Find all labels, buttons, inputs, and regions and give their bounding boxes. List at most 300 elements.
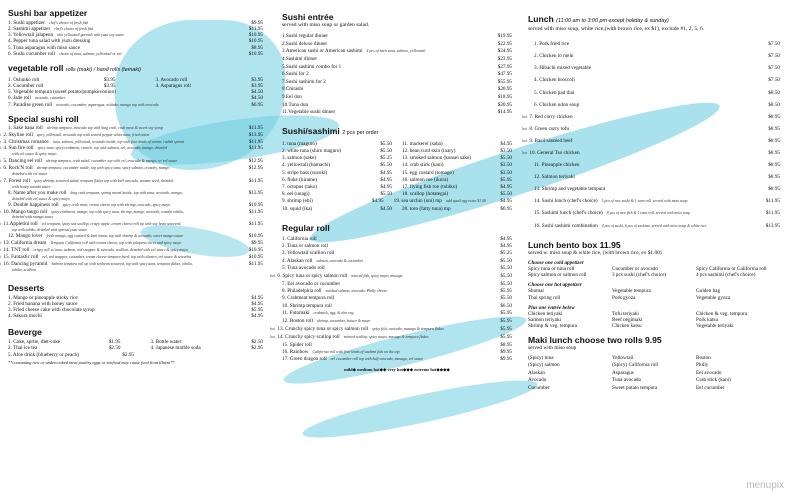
- item-price: $18.95: [497, 93, 512, 100]
- item-name: [8, 126, 237, 132]
- menu-item: [282, 102, 512, 110]
- desserts-heading: Desserts: [8, 282, 45, 293]
- item-label: 19. sea urchin (uni) mp add quail egg extra $1.00: [393, 198, 486, 205]
- option-item: Chicken katsu: [612, 323, 642, 330]
- menu-item-pair: [282, 141, 512, 148]
- hot-pepper-icon: [0, 247, 1, 253]
- item-price: $5.95: [500, 325, 512, 332]
- hot-pepper-icon: [0, 139, 1, 145]
- option-item: Vegetable tempura: [612, 288, 651, 295]
- item-price: $3.95: [251, 76, 263, 83]
- lunch-subtitle: served with miso soup, white rice,(with brown rice, ex $1), exclude #1, 2, 5, 6.: [528, 26, 705, 32]
- option-item: Crab stick (kani): [696, 377, 731, 384]
- option-item: Sweet potato tempura: [612, 384, 658, 391]
- item-price: $11.95: [765, 210, 780, 217]
- menu-item: [8, 268, 263, 274]
- item-label: 14. TNT roll: [3, 246, 30, 253]
- hot-pepper-icon: [0, 165, 1, 171]
- raw-food-warning: **consuming raw or undercooked meat poultry eggs or seafood may cause food from illness**: [8, 359, 175, 365]
- item-label: 11.Vegetable sushi dinner: [282, 109, 336, 116]
- menu-item-pair: [282, 206, 512, 213]
- item-label: 9. Basil sautéed beef: [529, 137, 573, 144]
- item-description: shrimp tempura, cucumber inside, top with spicy tuna, spicy salmon, crunchy, mango: [36, 166, 170, 171]
- item-name: [534, 171, 754, 183]
- item-label: 7.Sushi sashimi for 2: [282, 78, 326, 85]
- item-price: $11.95: [248, 221, 263, 228]
- menu-item: [282, 318, 512, 325]
- item-price: $5.50: [500, 273, 512, 280]
- option-item: Shumai: [528, 288, 544, 295]
- option-item: Chicken teriyaki: [528, 310, 563, 317]
- item-description: eel tempura, spicy sea scallop, crispy apple, cream cheese roll up with soy bean seaweed,: [41, 222, 182, 227]
- item-description: Tempura California roll with cream cheese, top with jalapeno slices and spicy mayo: [50, 241, 182, 246]
- item-description: shrimp tempura, crab salad, cucumber top with eel, avocado & mango, w/ eel sauce: [45, 159, 178, 164]
- menu-item: [270, 272, 512, 280]
- item-price: $4.50: [380, 205, 392, 212]
- bento-entree-options: [528, 311, 780, 329]
- menu-item-pair: [282, 184, 512, 191]
- item-label: 14. Sushi lunch (chef's choice): [534, 198, 598, 205]
- item-price: $4.95: [251, 294, 263, 301]
- item-name: [282, 109, 486, 117]
- item-price: $5.25: [380, 155, 392, 162]
- menu-item: [282, 349, 512, 356]
- item-label: 2. Fried banana with honey sauce: [8, 300, 78, 307]
- option-item: Salmon teriyaki: [528, 317, 561, 324]
- hot-pepper-icon: [0, 158, 1, 164]
- item-price: $19.95: [497, 33, 512, 40]
- item-name: [529, 135, 754, 147]
- menu-item: [534, 50, 780, 62]
- item-name: [534, 38, 754, 50]
- menu-item: [534, 87, 780, 99]
- item-name: [277, 273, 486, 280]
- item-description: spicy crab meat, cream cheese top with shrimp, avocado, spicy mayo: [62, 202, 171, 207]
- item-name: [282, 64, 486, 72]
- menu-item: [282, 71, 512, 79]
- item-price: $3.50: [500, 162, 512, 169]
- item-label: 10.Tuna don: [282, 101, 309, 108]
- item-label: 2. Tuna or salmon roll: [282, 243, 328, 250]
- dessert-list: [8, 295, 263, 320]
- menu-item: [8, 152, 263, 158]
- item-price: $4.95: [500, 140, 512, 147]
- item-description: smoked salmon, avocado, Philly cheese: [325, 289, 388, 294]
- hot-pepper-icon: hot: [270, 273, 276, 279]
- item-name: [8, 215, 237, 221]
- item-name: [282, 318, 486, 325]
- item-price: $4.95: [251, 300, 263, 307]
- option-item: Alaskan: [528, 369, 545, 376]
- item-label: 3. Yellowtail scallion roll: [282, 250, 335, 257]
- item-price: $4.95: [500, 183, 512, 190]
- item-name: [534, 183, 754, 195]
- item-label: 11.Appletini roll: [3, 221, 38, 228]
- option-item: Vegetable gyoza: [696, 294, 731, 301]
- item-name: [282, 79, 486, 87]
- item-price: $5.25: [500, 250, 512, 257]
- item-price: $3.50: [500, 147, 512, 154]
- item-price: $4.95: [500, 235, 512, 242]
- menu-item: [534, 159, 780, 171]
- item-price: $6.95: [500, 205, 512, 212]
- menu-item: [282, 295, 512, 302]
- item-label: 16. salmon roe (ikura): [402, 176, 449, 183]
- item-description: top with tobiko, drizzled with special yuzu sauce: [12, 228, 88, 233]
- item-label: 11. Futomaki: [282, 310, 310, 317]
- menu-item: [282, 342, 512, 349]
- menu-item: [8, 102, 263, 108]
- item-label: 1.Sushi regular dinner: [282, 33, 328, 40]
- option-item: Cucumber: [528, 384, 550, 391]
- item-name: [534, 99, 754, 111]
- item-label: 11. Pineapple chicken: [534, 162, 580, 169]
- menu-item: [282, 56, 512, 64]
- item-price: $6.50: [500, 302, 512, 309]
- item-description: minced scallop, spicy mayo, masago & tempura flakes: [343, 335, 429, 340]
- hot-pepper-icon: hot: [522, 150, 528, 155]
- item-price: $23.95: [497, 55, 512, 62]
- item-name: [534, 74, 754, 86]
- item-price: $5.50: [380, 191, 392, 198]
- item-price: $10.95: [248, 201, 263, 208]
- item-price: $4.95: [380, 176, 392, 183]
- item-label: 4. Sun fire roll: [3, 145, 34, 152]
- menu-item: [282, 258, 512, 265]
- item-label: 9. Crabmeat tempura roll: [282, 295, 335, 302]
- sushi-sashimi-heading: Sushi/sashimi 2 pcs per order: [282, 125, 379, 136]
- menu-item: [534, 207, 780, 219]
- item-name: [282, 342, 486, 349]
- item-description: with honey wasabi sauce: [12, 184, 51, 189]
- hot-pepper-icon: [0, 221, 1, 227]
- item-description: salmon, avocado & cucumber: [316, 258, 364, 263]
- item-description: 4 pcs of sushi, 6 pcs of sashimi, served with miso soup & white rice: [601, 223, 707, 228]
- item-description: 5 pcs of raw sushi & 1 tuna roll, served with miso soup: [601, 199, 688, 204]
- hot-pepper-icon: [0, 209, 1, 215]
- item-price: $8.95: [768, 150, 780, 156]
- item-description: drizzled with mango sauce: [12, 215, 54, 220]
- option-item: Spicy salmon or salmon roll: [528, 272, 587, 279]
- item-name: [534, 220, 754, 232]
- item-price: $4.95: [500, 243, 512, 250]
- item-label: 5. stripe bass (suzuki): [282, 169, 328, 176]
- item-name: [282, 303, 486, 310]
- item-name: [8, 172, 237, 178]
- menu-item: [534, 99, 780, 111]
- item-label: 5.Sushi sashimi combo for 1: [282, 63, 342, 70]
- item-price: $1.95: [108, 339, 121, 346]
- menu-item: [282, 265, 512, 272]
- item-price: $47.95: [497, 71, 512, 78]
- item-name: [534, 62, 754, 74]
- item-label: 2. Chicken lo mein: [534, 53, 574, 60]
- item-price: $8.95: [768, 174, 780, 181]
- item-description: minced fish, spicy mayo, masago: [351, 274, 403, 279]
- veg-roll-heading: vegetable roll rolls (maki) / hand rolls (temaki): [8, 62, 141, 73]
- lunch-list: [522, 38, 780, 232]
- special-roll-list: [3, 124, 263, 274]
- beverage-pairs: [8, 339, 263, 351]
- beverage-single: 5. Aloe drink (blueberry or peach) $2.95: [8, 351, 134, 358]
- item-description: spicy crabmeat, mango, top with spicy tuna, shrimp, mango, avocado, wasabi tobiko,: [51, 209, 184, 214]
- menu-item: [282, 33, 512, 41]
- menu-item: [534, 195, 780, 207]
- menu-item: [3, 158, 263, 165]
- item-name: [534, 87, 754, 99]
- menu-item: [534, 38, 780, 50]
- item-price: $11.95: [248, 260, 263, 267]
- item-price: $10.95: [248, 50, 263, 57]
- item-name: [282, 48, 486, 56]
- option-item: Asparagus: [612, 369, 634, 376]
- sushi-entree-list: [282, 33, 512, 117]
- menu-item: [3, 131, 263, 139]
- item-price: $5.95: [500, 317, 512, 324]
- menu-item: [282, 288, 512, 295]
- item-label: 4. Pepper tuna salad with yuzu dressing: [8, 38, 91, 45]
- item-price: $5.95: [500, 176, 512, 183]
- item-name: [282, 33, 486, 41]
- item-label: 6.Sushi for 2: [282, 71, 309, 78]
- item-price: $10.95: [248, 253, 263, 260]
- item-name: [282, 310, 486, 317]
- item-price: $6.95: [251, 101, 263, 108]
- item-name: [282, 349, 486, 356]
- item-name: [282, 236, 486, 243]
- item-name: [534, 159, 754, 171]
- item-label: 10. Shrimp tempura roll: [282, 302, 332, 309]
- menu-item: [3, 208, 263, 216]
- menu-item-pair: [282, 177, 512, 184]
- item-name: [282, 41, 486, 49]
- item-price: $11.95: [248, 145, 263, 152]
- option-item: Spicy tuna or tuna roll: [528, 265, 575, 272]
- item-price: $8.95: [768, 186, 780, 193]
- item-label: 5. Chicken pad thai: [534, 89, 575, 96]
- item-description: eel cucumber roll top with half avocado, masago, eel sauce: [330, 357, 424, 362]
- item-price: $3.95: [103, 83, 116, 90]
- item-name: [3, 159, 237, 165]
- item-price: $4.50: [251, 89, 263, 96]
- item-label: 15. egg custard (tomago): [402, 169, 454, 176]
- menu-item: [282, 356, 512, 363]
- menu-item: [3, 145, 263, 152]
- item-label: 10. squid (ika): [282, 205, 313, 212]
- item-description: chef's choice of fresh fish: [54, 27, 94, 32]
- item-name: [8, 102, 237, 108]
- menu-item: [3, 177, 263, 185]
- item-label: 2. Thai ice tea: [8, 345, 38, 352]
- item-label: 8. Name after you make roll: [8, 189, 67, 196]
- menu-item-pair: [282, 198, 512, 205]
- item-price: $8.95: [768, 137, 780, 144]
- option-item: Tofu teriyaki: [612, 310, 639, 317]
- item-label: 9.Eel don: [282, 93, 302, 100]
- item-label: 1. California roll: [282, 235, 317, 242]
- menu-item: [8, 215, 263, 221]
- hot-pepper-icon: [0, 254, 1, 260]
- item-label: 12. Mango lover: [8, 233, 43, 240]
- item-description: crispy roll w/ tuna, salmon, red snapper & avocado, scallion, drizzled with eel sauce & spicy mayo: [33, 247, 188, 252]
- menu-item: [282, 310, 512, 317]
- item-price: $20.95: [497, 101, 512, 108]
- maki-lunch-heading: Maki lunch choose two rolls 9.95: [528, 335, 662, 346]
- maki-roll-options: [528, 355, 780, 393]
- item-price: $55.95: [497, 78, 512, 85]
- item-price: $9.95: [500, 348, 512, 355]
- item-price: $4.50: [251, 95, 263, 102]
- item-price: $9.95: [251, 20, 263, 26]
- item-price: $2.95: [251, 345, 263, 352]
- item-price: $10.95: [248, 32, 263, 39]
- item-name: [8, 51, 237, 57]
- option-item: Tuna avocado: [612, 377, 642, 384]
- item-price: $5.50: [380, 147, 392, 154]
- item-price: $5.95: [251, 306, 263, 313]
- item-name: [8, 268, 237, 274]
- menu-item: [270, 333, 512, 341]
- option-item: Avocado: [528, 377, 547, 384]
- item-label: 1. Sushi appetizer: [8, 20, 46, 26]
- item-price: $5.50: [500, 280, 512, 287]
- item-label: 7. Red curry chicken: [529, 113, 573, 120]
- option-item: Golden bag: [696, 288, 721, 295]
- hot-pepper-icon: hot: [522, 125, 528, 131]
- item-label: 2. Sashimi appetizer: [8, 26, 51, 33]
- option-item: (Spicy) salmon: [528, 362, 560, 369]
- item-name: [529, 111, 754, 123]
- item-price: $2.50: [251, 339, 263, 346]
- menu-item-pair: [282, 162, 512, 169]
- hot-pepper-icon: hot: [522, 137, 528, 143]
- item-name: [282, 295, 486, 302]
- item-name: [282, 356, 486, 363]
- item-price: $11.95: [248, 208, 263, 215]
- item-label: 8.Chirashi: [282, 86, 304, 93]
- option-item: 4 pcs sashimi (chef's choice): [696, 272, 756, 279]
- item-description: tuna, salmon, yellowtail, avocado inside, top with four kinds of caviar, radish sprout: [52, 139, 184, 144]
- item-price: $13.95: [248, 131, 263, 138]
- option-item: Beef negimaki: [612, 317, 643, 324]
- menu-item: [3, 253, 263, 261]
- item-price: $2.50: [108, 345, 121, 352]
- item-label: 3. Christmas romance: [3, 138, 49, 145]
- spice-legend: mild◆ medium hot◆◆ very hot◆◆◆ extreme hot◆◆◆◆: [344, 366, 450, 372]
- option-item: Spicy California or California roll: [696, 265, 767, 272]
- bento-hot-title: Choose one hot appetizer: [528, 282, 582, 289]
- sushi-sashimi-list: [282, 141, 512, 213]
- item-label: 3. Yellowtail jalapeno: [8, 32, 54, 39]
- item-name: [282, 56, 486, 64]
- item-label: 4. Sakura mochi: [8, 313, 42, 320]
- option-item: Shrimp & veg. tempura: [528, 323, 577, 330]
- option-item: Cucumber or avocado: [612, 265, 658, 272]
- option-item: Chicken & veg. tempura: [696, 310, 747, 317]
- item-price: $11.95: [765, 198, 780, 205]
- hot-pepper-icon: hot: [270, 334, 276, 340]
- item-description: fresh mango, egg custard & kani kama, top with shrimp & avocado, sweet mango sauce: [46, 234, 184, 239]
- option-item: 3 pcs sushi (chef's choice): [612, 272, 667, 279]
- regular-roll-heading: Regular roll: [282, 222, 330, 233]
- item-name: [282, 243, 486, 250]
- bento-hot-options: [528, 288, 780, 300]
- menu-item: [534, 74, 780, 86]
- item-label: 4. Japanese marble soda: [150, 345, 201, 352]
- item-label: 10. Mango tango roll: [3, 208, 48, 215]
- item-label: 2. Cucumber roll: [8, 83, 44, 90]
- item-label: 5. Tuna avocado roll: [282, 265, 325, 272]
- item-name: [282, 94, 486, 102]
- sushi-entree-subtitle: served with miso soup or garden salad.: [282, 22, 370, 28]
- item-price: $11.95: [248, 26, 263, 33]
- item-price: $4.95: [500, 198, 512, 205]
- menu-item: [8, 126, 263, 132]
- item-description: 4 pcs of each tuna, salmon, yellowtail: [366, 49, 426, 54]
- item-label: 13. Crunchy spicy tuna or spicy salmon roll: [277, 325, 369, 332]
- hot-pepper-icon: [0, 132, 1, 138]
- item-label: 9. Double happiness roll: [8, 201, 59, 208]
- item-price: $4.95: [371, 198, 384, 205]
- menu-item: [534, 220, 780, 232]
- option-item: Pork katsu: [696, 317, 719, 324]
- menu-item: [282, 243, 512, 250]
- menu-item: [282, 94, 512, 102]
- item-price: $12.95: [248, 158, 263, 165]
- item-label: 3. Bottle water: [150, 339, 182, 346]
- item-price: $8.95: [768, 162, 780, 169]
- item-price: $20.95: [497, 86, 512, 93]
- menu-item: [282, 236, 512, 243]
- item-name: [282, 86, 486, 94]
- item-label: 8. Green curry tofu: [529, 125, 570, 132]
- item-name: [3, 241, 237, 247]
- item-label: 14. Crunchy spicy scallop roll: [277, 334, 340, 341]
- item-price: $5.95: [500, 334, 512, 341]
- item-label: 4. Alaskan roll: [282, 257, 313, 264]
- item-description: drizzled with eel sauce & spicy mayo: [12, 196, 70, 201]
- menu-item: [8, 51, 263, 57]
- item-price: $7.50: [768, 53, 780, 60]
- item-label: 2. white tuna (shiro maguro): [282, 147, 342, 154]
- menu-item: [3, 165, 263, 172]
- option-item: (Spicy) California roll: [612, 362, 659, 369]
- item-price: $4.95: [251, 313, 263, 320]
- item-label: 6. Spicy tuna or spicy salmon roll: [277, 273, 348, 280]
- item-label: 20. toro (fatty tuna) mp: [402, 205, 451, 212]
- item-label: 10. General Tso chicken: [529, 150, 580, 156]
- menu-item-pair: [282, 148, 512, 155]
- veg-roll-pairs: [8, 77, 263, 89]
- item-label: 5. Dancing eel roll: [3, 158, 42, 165]
- menu-item: [282, 303, 512, 310]
- option-item: Yellowtail: [612, 354, 634, 361]
- regular-roll-list: [270, 235, 512, 364]
- item-price: $3.50: [500, 169, 512, 176]
- item-label: 7. Paradise green roll: [8, 101, 53, 108]
- item-name: [534, 207, 754, 219]
- item-price: $10.95: [248, 246, 263, 253]
- item-label: 3. Avocado roll: [155, 76, 188, 83]
- option-item: Pork gyoza: [612, 294, 636, 301]
- sushi-entree-heading: Sushi entrée: [282, 12, 334, 22]
- item-name: [529, 123, 754, 135]
- item-label: 11. mackerel (saba): [402, 140, 443, 147]
- item-price: $9.95: [500, 356, 512, 363]
- veg-roll-list: [8, 89, 263, 107]
- item-description: spicy shrimp, seaweed salad, tempura flakes top with bell avocado, sesame seed, drizzled: [34, 178, 174, 183]
- item-label: 7. octopus (tako): [282, 183, 318, 190]
